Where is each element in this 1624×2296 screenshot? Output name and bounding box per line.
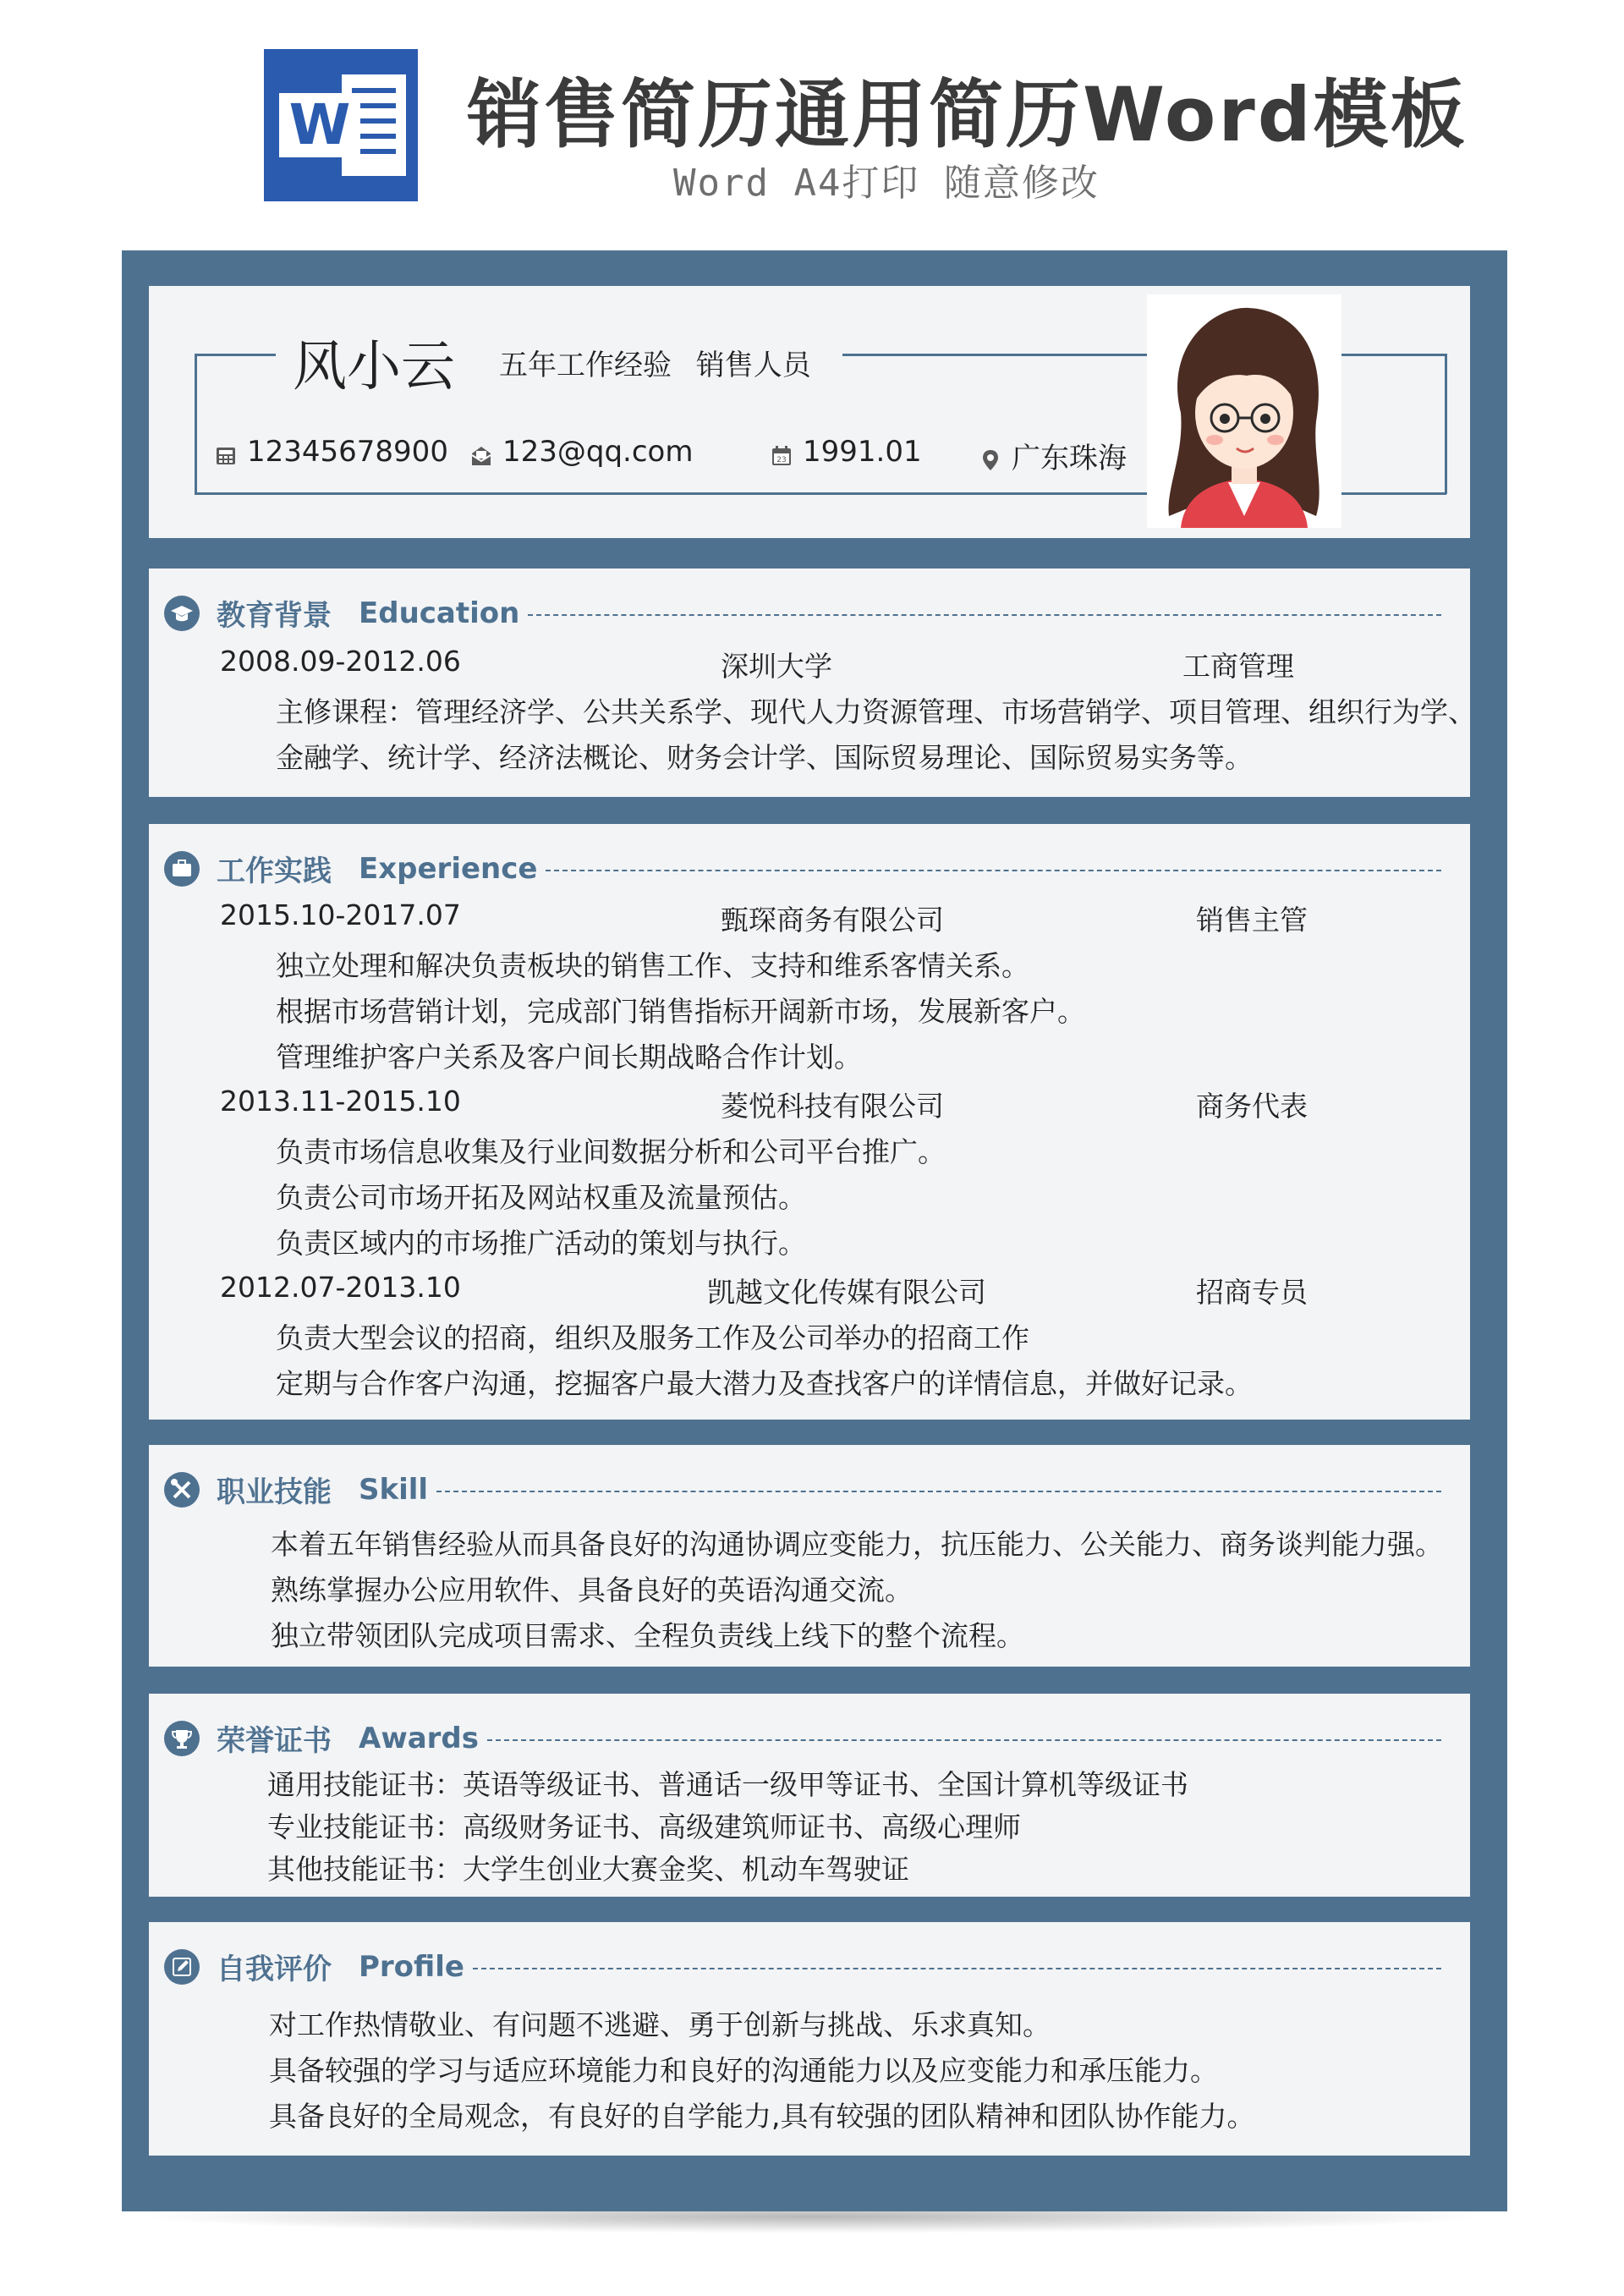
award-line: 专业技能证书：高级财务证书、高级建筑师证书、高级心理师 [267, 1810, 1021, 1843]
contact-birth [771, 435, 922, 469]
award-line: 通用技能证书：英语等级证书、普通话一级甲等证书、全国计算机等级证书 [267, 1768, 1188, 1801]
edu-courses: 金融学、统计学、经济法概论、财务会计学、国际贸易理论、国际贸易实务等。 [276, 741, 1253, 774]
location-text: 广东珠海 [1012, 442, 1127, 475]
skill-line: 熟练掌握办公应用软件、具备良好的英语沟通交流。 [271, 1574, 913, 1607]
trophy-icon [164, 1721, 200, 1756]
section-title-cn: 荣誉证书 [217, 1724, 332, 1758]
section-header [164, 1469, 1441, 1510]
svg-text:23: 23 [776, 456, 787, 464]
section-title-en: Awards [359, 1721, 480, 1755]
job-duty: 负责公司市场开拓及网站权重及流量预估。 [276, 1181, 806, 1214]
edit-pencil-icon [164, 1949, 200, 1985]
profile-line: 具备良好的全局观念，有良好的自学能力,具有较强的团队精神和团队协作能力。 [269, 2100, 1255, 2133]
section-title-en: Skill [359, 1472, 429, 1507]
header-card [149, 286, 1470, 538]
job-duty: 管理维护客户关系及客户间长期战略合作计划。 [276, 1041, 862, 1074]
section-title-cn: 教育背景 [217, 599, 332, 633]
avatar [1147, 294, 1341, 528]
edu-courses: 主修课程：管理经济学、公共关系学、现代人力资源管理、市场营销学、项目管理、组织行为学、 [276, 695, 1476, 728]
education-section [149, 569, 1476, 797]
header-border [1384, 354, 1446, 356]
section-header [164, 848, 1441, 889]
phone-icon [215, 441, 237, 463]
job-period: 2012.07-2013.10 [220, 1271, 461, 1304]
section-rule [436, 1491, 1441, 1492]
section-rule [528, 614, 1441, 616]
header-border [195, 354, 276, 356]
job-company: 凯越文化传媒有限公司 [707, 1276, 986, 1309]
contact-email [470, 435, 693, 469]
birth-text: 1991.01 [803, 435, 922, 469]
job-duty: 负责大型会议的招商，组织及服务工作及公司举办的招商工作 [276, 1321, 1029, 1354]
word-logo-icon [264, 49, 418, 201]
resume-frame [122, 250, 1507, 2211]
job-company: 甄琛商务有限公司 [721, 904, 944, 937]
edu-major: 工商管理 [1182, 650, 1294, 683]
job-role: 招商专员 [1196, 1276, 1308, 1309]
job-duty: 负责市场信息收集及行业间数据分析和公司平台推广。 [276, 1135, 946, 1168]
job-role: 商务代表 [1196, 1090, 1308, 1123]
skill-line: 本着五年销售经验从而具备良好的沟通协调应变能力，抗压能力、公关能力、商务谈判能力强。 [271, 1528, 1443, 1561]
job-period: 2015.10-2017.07 [220, 898, 461, 931]
graduation-cap-icon [164, 596, 200, 631]
section-title-cn: 职业技能 [217, 1475, 332, 1509]
page-subtitle: Word A4打印 随意修改 [673, 162, 1100, 205]
job-duty: 定期与合作客户沟通，挖掘客户最大潜力及查找客户的详情信息，并做好记录。 [276, 1367, 1253, 1400]
profile-section [149, 1922, 1470, 2156]
experience-section [149, 824, 1470, 1420]
page-title: 销售简历通用简历Word模板 [467, 71, 1468, 158]
job-duty: 独立处理和解决负责板块的销售工作、支持和维系客情关系。 [276, 949, 1029, 982]
section-title-cn: 自我评价 [217, 1953, 332, 1986]
section-rule [473, 1968, 1441, 1969]
email-text: 123@qq.com [502, 435, 694, 469]
phone-text: 12345678900 [247, 435, 448, 469]
tools-icon [164, 1472, 200, 1508]
briefcase-icon [164, 851, 200, 887]
award-line: 其他技能证书：大学生创业大赛金奖、机动车驾驶证 [267, 1853, 909, 1886]
job-duty: 根据市场营销计划，完成部门销售指标开阔新市场，发展新客户。 [276, 995, 1085, 1028]
job-role: 销售主管 [1196, 904, 1308, 937]
profile-line: 对工作热情敬业、有问题不逃避、勇于创新与挑战、乐求真知。 [269, 2008, 1051, 2041]
awards-section [149, 1694, 1470, 1897]
edu-period: 2008.09-2012.06 [220, 645, 461, 678]
mail-icon [470, 441, 492, 463]
section-title-en: Profile [359, 1949, 464, 1984]
location-pin-icon [979, 445, 1001, 467]
edu-school: 深圳大学 [721, 650, 832, 683]
header-border [195, 354, 197, 494]
section-header [164, 592, 1441, 634]
calendar-icon [771, 441, 793, 463]
section-title-en: Education [359, 596, 520, 630]
contact-location [979, 435, 1127, 476]
section-header [164, 1946, 1441, 1987]
skill-line: 独立带领团队完成项目需求、全程负责线上线下的整个流程。 [271, 1619, 1024, 1652]
job-period: 2013.11-2015.10 [220, 1085, 461, 1118]
skill-section [149, 1445, 1470, 1667]
section-title-en: Experience [359, 851, 538, 886]
section-title-cn: 工作实践 [217, 854, 332, 888]
candidate-tagline: 五年工作经验 销售人员 [499, 349, 811, 382]
profile-line: 具备较强的学习与适应环境能力和良好的沟通能力以及应变能力和承压能力。 [269, 2054, 1218, 2087]
job-company: 菱悦科技有限公司 [721, 1090, 944, 1123]
job-duty: 负责区域内的市场推广活动的策划与执行。 [276, 1227, 806, 1260]
candidate-name: 风小云 [293, 336, 455, 398]
banner [0, 0, 1624, 220]
word-letter: W [279, 93, 360, 157]
contact-phone [215, 435, 448, 469]
section-rule [546, 870, 1441, 871]
header-border [1445, 354, 1447, 494]
section-rule [487, 1739, 1441, 1741]
section-header [164, 1717, 1441, 1759]
